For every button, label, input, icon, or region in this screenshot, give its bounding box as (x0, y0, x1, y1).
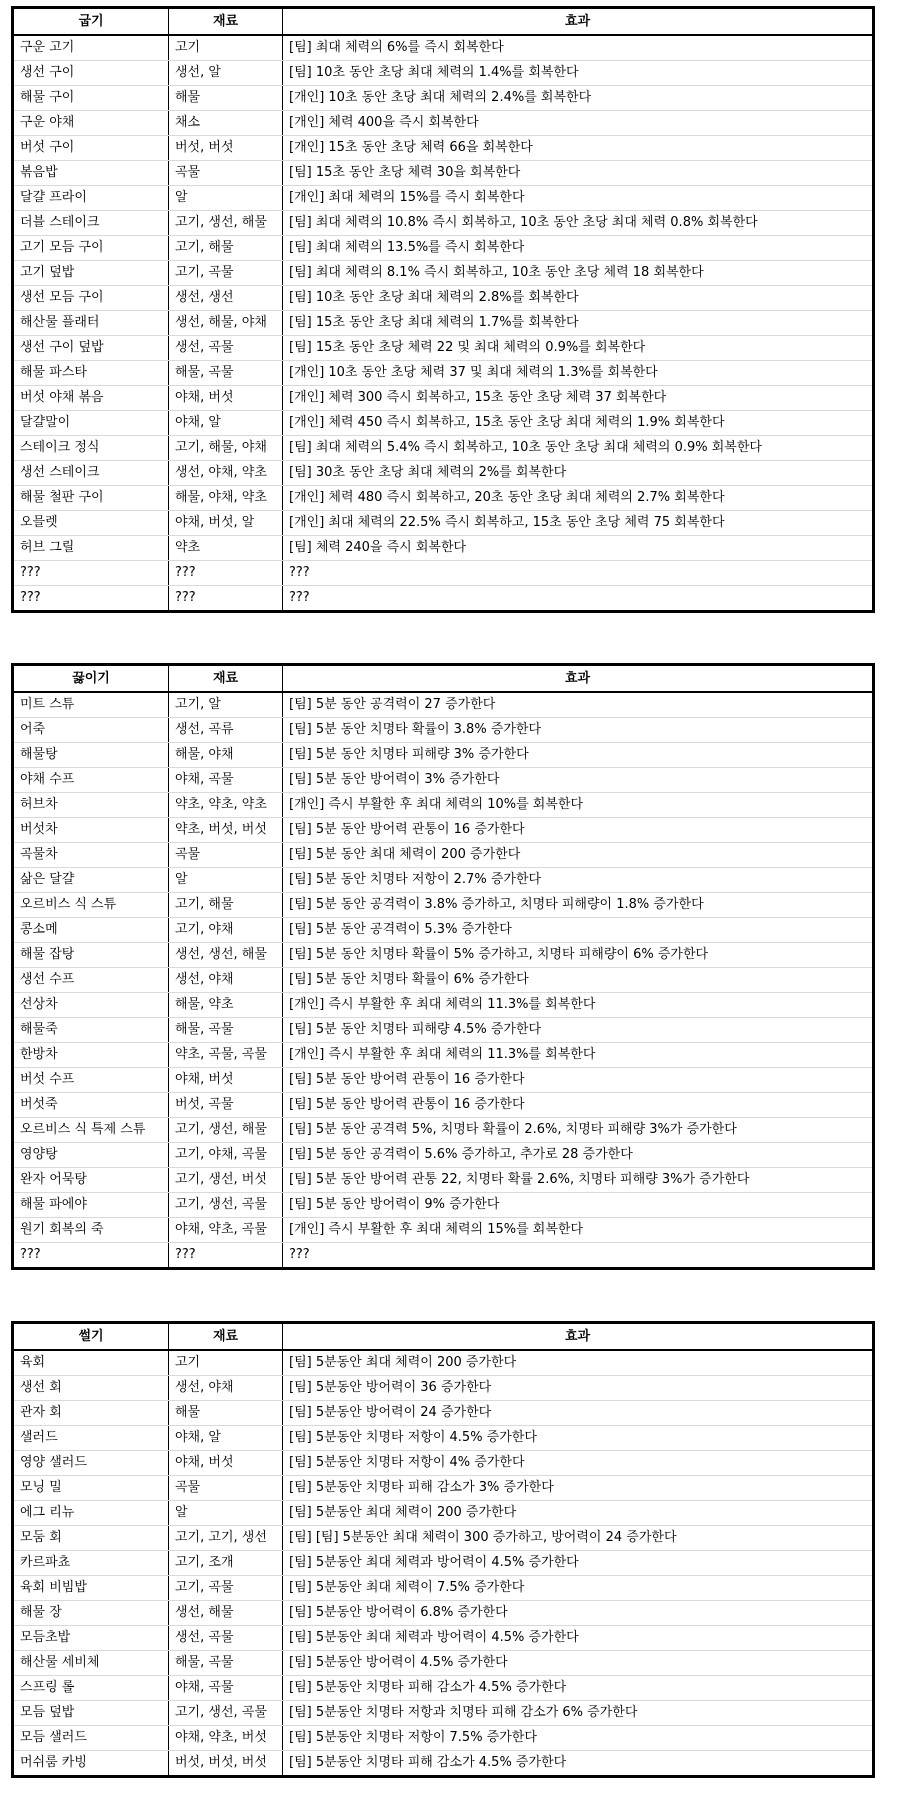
table-row (13, 1068, 874, 1093)
table-row (13, 436, 874, 461)
ingredients-cell: 생선, 야채 (169, 1376, 283, 1401)
dish-name-cell: 해산물 세비체 (13, 1651, 169, 1676)
dish-name-cell: ??? (13, 586, 169, 612)
effect-cell: [팀] 5분동안 최대 체력과 방어력이 4.5% 증가한다 (283, 1551, 874, 1576)
ingredients-cell: 고기, 곡물 (169, 261, 283, 286)
table-row (13, 1751, 874, 1777)
column-header-ingredients: 재료 (169, 1323, 283, 1351)
table-row (13, 411, 874, 436)
table-row (13, 843, 874, 868)
ingredients-cell: 고기 (169, 35, 283, 61)
dish-name-cell: 생선 회 (13, 1376, 169, 1401)
effect-cell: [팀] 최대 체력의 10.8% 즉시 회복하고, 10초 동안 초당 최대 체력 0.8% 회복한다 (283, 211, 874, 236)
table-row (13, 561, 874, 586)
effect-cell: [팀] 5분동안 치명타 피해 감소가 4.5% 증가한다 (283, 1751, 874, 1777)
dish-name-cell: 생선 모듬 구이 (13, 286, 169, 311)
ingredients-cell: 곡물 (169, 161, 283, 186)
table-row (13, 261, 874, 286)
table-row (13, 1451, 874, 1476)
effect-cell: [팀] 5분 동안 공격력이 5.3% 증가한다 (283, 918, 874, 943)
table-row (13, 461, 874, 486)
ingredients-cell: 고기, 생선, 곡물 (169, 1193, 283, 1218)
dish-name-cell: 해산물 플래터 (13, 311, 169, 336)
ingredients-cell: 해물, 야채, 약초 (169, 486, 283, 511)
ingredients-cell: 고기, 해물 (169, 893, 283, 918)
ingredients-cell: 약초, 곡물, 곡물 (169, 1043, 283, 1068)
effect-cell: [팀] 5분 동안 방어력 관통이 16 증가한다 (283, 1068, 874, 1093)
effect-cell: [팀] 5분동안 최대 체력과 방어력이 4.5% 증가한다 (283, 1626, 874, 1651)
table-row (13, 918, 874, 943)
table-row (13, 868, 874, 893)
dish-name-cell: 생선 수프 (13, 968, 169, 993)
effect-cell: [팀] 30초 동안 초당 최대 체력의 2%를 회복한다 (283, 461, 874, 486)
ingredients-cell: 생선, 알 (169, 61, 283, 86)
dish-name-cell: 구운 고기 (13, 35, 169, 61)
ingredients-cell: ??? (169, 586, 283, 612)
dish-name-cell: 볶음밥 (13, 161, 169, 186)
effect-cell: [개인] 10초 동안 초당 최대 체력의 2.4%를 회복한다 (283, 86, 874, 111)
table-row (13, 586, 874, 612)
dish-name-cell: 해물 구이 (13, 86, 169, 111)
ingredients-cell: 생선, 곡물 (169, 1626, 283, 1651)
effect-cell: [팀] 5분 동안 치명타 피해량 4.5% 증가한다 (283, 1018, 874, 1043)
effect-cell: [팀] 15초 동안 초당 최대 체력의 1.7%를 회복한다 (283, 311, 874, 336)
effect-cell: [개인] 최대 체력의 22.5% 즉시 회복하고, 15초 동안 초당 체력 75 회복한다 (283, 511, 874, 536)
table-row (13, 536, 874, 561)
ingredients-cell: 약초, 버섯, 버섯 (169, 818, 283, 843)
dish-name-cell: 어죽 (13, 718, 169, 743)
effect-cell: [개인] 최대 체력의 15%를 즉시 회복한다 (283, 186, 874, 211)
grilling-table (11, 6, 875, 613)
ingredients-cell: 해물, 곡물 (169, 361, 283, 386)
table-row (13, 793, 874, 818)
table-row (13, 1118, 874, 1143)
table-row (13, 1218, 874, 1243)
dish-name-cell: 더블 스테이크 (13, 211, 169, 236)
ingredients-cell: 야채, 약초, 버섯 (169, 1726, 283, 1751)
ingredients-cell: 알 (169, 1501, 283, 1526)
ingredients-cell: 버섯, 버섯 (169, 136, 283, 161)
effect-cell: [팀] 5분동안 방어력이 6.8% 증가한다 (283, 1601, 874, 1626)
dish-name-cell: 콩소메 (13, 918, 169, 943)
ingredients-cell: 버섯, 곡물 (169, 1093, 283, 1118)
effect-cell: [팀] 10초 동안 초당 최대 체력의 1.4%를 회복한다 (283, 61, 874, 86)
ingredients-cell: 생선, 해물 (169, 1601, 283, 1626)
ingredients-cell: 곡물 (169, 843, 283, 868)
ingredients-cell: 곡물 (169, 1476, 283, 1501)
dish-name-cell: 오르비스 식 스튜 (13, 893, 169, 918)
table-row (13, 1168, 874, 1193)
ingredients-cell: 해물, 곡물 (169, 1651, 283, 1676)
effect-cell: [개인] 체력 480 즉시 회복하고, 20초 동안 초당 최대 체력의 2.7% 회복한다 (283, 486, 874, 511)
effect-cell: [개인] 15초 동안 초당 체력 66을 회복한다 (283, 136, 874, 161)
effect-cell: [팀] 5분 동안 방어력 관통 22, 치명타 확률 2.6%, 치명타 피해량 3%가 증가한다 (283, 1168, 874, 1193)
table-row (13, 311, 874, 336)
ingredients-cell: 약초 (169, 536, 283, 561)
table-header-row (13, 665, 874, 693)
table-row (13, 1701, 874, 1726)
dish-name-cell: 버섯 야채 볶음 (13, 386, 169, 411)
effect-cell: [팀] 5분동안 방어력이 24 증가한다 (283, 1401, 874, 1426)
effect-cell: [팀] 5분 동안 공격력이 27 증가한다 (283, 692, 874, 718)
table-row (13, 211, 874, 236)
slicing-table (11, 1321, 875, 1778)
effect-cell: ??? (283, 1243, 874, 1269)
ingredients-cell: 생선, 생선 (169, 286, 283, 311)
ingredients-cell: ??? (169, 561, 283, 586)
effect-cell: [팀] 5분 동안 공격력이 5.6% 증가하고, 추가로 28 증가한다 (283, 1143, 874, 1168)
dish-name-cell: 해물 철판 구이 (13, 486, 169, 511)
dish-name-cell: 버섯차 (13, 818, 169, 843)
table-row (13, 743, 874, 768)
ingredients-cell: 고기, 알 (169, 692, 283, 718)
dish-name-cell: 한방차 (13, 1043, 169, 1068)
ingredients-cell: 야채, 곡물 (169, 768, 283, 793)
dish-name-cell: 영양탕 (13, 1143, 169, 1168)
effect-cell: [팀] 10초 동안 초당 최대 체력의 2.8%를 회복한다 (283, 286, 874, 311)
table-row (13, 718, 874, 743)
table-row (13, 35, 874, 61)
ingredients-cell: 고기, 생선, 버섯 (169, 1168, 283, 1193)
column-header-ingredients: 재료 (169, 665, 283, 693)
effect-cell: [팀] 5분동안 치명타 피해 감소가 3% 증가한다 (283, 1476, 874, 1501)
table-row (13, 361, 874, 386)
effect-cell: [팀] 5분동안 최대 체력이 7.5% 증가한다 (283, 1576, 874, 1601)
column-header-dish: 끓이기 (13, 665, 169, 693)
table-row (13, 1426, 874, 1451)
dish-name-cell: 해물 파에야 (13, 1193, 169, 1218)
effect-cell: [팀] 5분동안 치명타 저항이 4.5% 증가한다 (283, 1426, 874, 1451)
effect-cell: [개인] 즉시 부활한 후 최대 체력의 11.3%를 회복한다 (283, 993, 874, 1018)
table-row (13, 486, 874, 511)
dish-name-cell: ??? (13, 1243, 169, 1269)
ingredients-cell: 채소 (169, 111, 283, 136)
dish-name-cell: 허브차 (13, 793, 169, 818)
effect-cell: ??? (283, 586, 874, 612)
dish-name-cell: 고기 덮밥 (13, 261, 169, 286)
effect-cell: [팀] [팀] 5분동안 최대 체력이 300 증가하고, 방어력이 24 증가한다 (283, 1526, 874, 1551)
dish-name-cell: 원기 회복의 죽 (13, 1218, 169, 1243)
ingredients-cell: 야채, 버섯 (169, 386, 283, 411)
table-row (13, 993, 874, 1018)
column-header-dish: 썰기 (13, 1323, 169, 1351)
effect-cell: [팀] 5분 동안 치명타 확률이 6% 증가한다 (283, 968, 874, 993)
ingredients-cell: 해물 (169, 86, 283, 111)
dish-name-cell: 스프링 롤 (13, 1676, 169, 1701)
effect-cell: [팀] 최대 체력의 13.5%를 즉시 회복한다 (283, 236, 874, 261)
table-row (13, 336, 874, 361)
ingredients-cell: 야채, 알 (169, 411, 283, 436)
effect-cell: [팀] 5분 동안 치명타 피해량 3% 증가한다 (283, 743, 874, 768)
ingredients-cell: 해물, 곡물 (169, 1018, 283, 1043)
dish-name-cell: 영양 샐러드 (13, 1451, 169, 1476)
dish-name-cell: 에그 리뉴 (13, 1501, 169, 1526)
ingredients-cell: 생선, 곡물 (169, 336, 283, 361)
dish-name-cell: 해물죽 (13, 1018, 169, 1043)
ingredients-cell: 생선, 해물, 야채 (169, 311, 283, 336)
dish-name-cell: 생선 스테이크 (13, 461, 169, 486)
dish-name-cell: 모듬 샐러드 (13, 1726, 169, 1751)
table-row (13, 1651, 874, 1676)
ingredients-cell: 고기, 생선, 곡물 (169, 1701, 283, 1726)
table-row (13, 386, 874, 411)
effect-cell: [팀] 5분 동안 치명타 저항이 2.7% 증가한다 (283, 868, 874, 893)
effect-cell: [개인] 10초 동안 초당 체력 37 및 최대 체력의 1.3%를 회복한다 (283, 361, 874, 386)
dish-name-cell: 삶은 달걀 (13, 868, 169, 893)
effect-cell: [팀] 5분 동안 공격력 5%, 치명타 확률이 2.6%, 치명타 피해량 3%가 증가한다 (283, 1118, 874, 1143)
dish-name-cell: 버섯 구이 (13, 136, 169, 161)
effect-cell: [팀] 체력 240을 즉시 회복한다 (283, 536, 874, 561)
dish-name-cell: 곡물차 (13, 843, 169, 868)
effect-cell: [개인] 즉시 부활한 후 최대 체력의 10%를 회복한다 (283, 793, 874, 818)
dish-name-cell: 해물 잡탕 (13, 943, 169, 968)
effect-cell: [팀] 최대 체력의 5.4% 즉시 회복하고, 10초 동안 초당 최대 체력의 0.9% 회복한다 (283, 436, 874, 461)
table-row (13, 186, 874, 211)
table-row (13, 692, 874, 718)
dish-name-cell: 오믈렛 (13, 511, 169, 536)
table-row (13, 968, 874, 993)
dish-name-cell: 버섯 수프 (13, 1068, 169, 1093)
ingredients-cell: 해물, 약초 (169, 993, 283, 1018)
ingredients-cell: ??? (169, 1243, 283, 1269)
table-row (13, 136, 874, 161)
table-row (13, 1350, 874, 1376)
ingredients-cell: 야채, 약초, 곡물 (169, 1218, 283, 1243)
effect-cell: [팀] 5분동안 치명타 저항이 4% 증가한다 (283, 1451, 874, 1476)
table-row (13, 1401, 874, 1426)
dish-name-cell: 생선 구이 덮밥 (13, 336, 169, 361)
ingredients-cell: 생선, 곡류 (169, 718, 283, 743)
ingredients-cell: 고기, 곡물 (169, 1576, 283, 1601)
dish-name-cell: 카르파쵸 (13, 1551, 169, 1576)
dish-name-cell: ??? (13, 561, 169, 586)
table-row (13, 1626, 874, 1651)
table-row (13, 111, 874, 136)
dish-name-cell: 머쉬룸 카빙 (13, 1751, 169, 1777)
effect-cell: [팀] 5분동안 최대 체력이 200 증가한다 (283, 1501, 874, 1526)
table-row (13, 1376, 874, 1401)
effect-cell: [개인] 체력 400을 즉시 회복한다 (283, 111, 874, 136)
table-header-row (13, 8, 874, 36)
ingredients-cell: 야채, 곡물 (169, 1676, 283, 1701)
ingredients-cell: 고기, 야채, 곡물 (169, 1143, 283, 1168)
ingredients-cell: 버섯, 버섯, 버섯 (169, 1751, 283, 1777)
table-row (13, 1676, 874, 1701)
ingredients-cell: 고기, 해물 (169, 236, 283, 261)
table-row (13, 1551, 874, 1576)
table-row (13, 943, 874, 968)
ingredients-cell: 야채, 버섯, 알 (169, 511, 283, 536)
effect-cell: [팀] 최대 체력의 8.1% 즉시 회복하고, 10초 동안 초당 체력 18 회복한다 (283, 261, 874, 286)
dish-name-cell: 스테이크 정식 (13, 436, 169, 461)
table-row (13, 1243, 874, 1269)
dish-name-cell: 달걀말이 (13, 411, 169, 436)
effect-cell: [팀] 5분 동안 방어력 관통이 16 증가한다 (283, 818, 874, 843)
table-row (13, 1501, 874, 1526)
ingredients-cell: 고기 (169, 1350, 283, 1376)
effect-cell: [팀] 5분동안 치명타 저항과 치명타 피해 감소가 6% 증가한다 (283, 1701, 874, 1726)
dish-name-cell: 버섯죽 (13, 1093, 169, 1118)
effect-cell: [팀] 5분동안 방어력이 36 증가한다 (283, 1376, 874, 1401)
column-header-effect: 효과 (283, 8, 874, 36)
effect-cell: [팀] 5분 동안 공격력이 3.8% 증가하고, 치명타 피해량이 1.8% 증가한다 (283, 893, 874, 918)
effect-cell: [개인] 즉시 부활한 후 최대 체력의 15%를 회복한다 (283, 1218, 874, 1243)
ingredients-cell: 고기, 야채 (169, 918, 283, 943)
table-row (13, 1018, 874, 1043)
ingredients-cell: 생선, 야채 (169, 968, 283, 993)
ingredients-cell: 알 (169, 186, 283, 211)
column-header-ingredients: 재료 (169, 8, 283, 36)
effect-cell: [팀] 5분 동안 치명타 확률이 3.8% 증가한다 (283, 718, 874, 743)
dish-name-cell: 육회 (13, 1350, 169, 1376)
effect-cell: [개인] 체력 300 즉시 회복하고, 15초 동안 초당 체력 37 회복한다 (283, 386, 874, 411)
column-header-effect: 효과 (283, 665, 874, 693)
dish-name-cell: 관자 회 (13, 1401, 169, 1426)
dish-name-cell: 완자 어묵탕 (13, 1168, 169, 1193)
effect-cell: ??? (283, 561, 874, 586)
dish-name-cell: 해물 장 (13, 1601, 169, 1626)
table-row (13, 1143, 874, 1168)
effect-cell: [개인] 즉시 부활한 후 최대 체력의 11.3%를 회복한다 (283, 1043, 874, 1068)
table-row (13, 768, 874, 793)
table-row (13, 818, 874, 843)
dish-name-cell: 고기 모듬 구이 (13, 236, 169, 261)
dish-name-cell: 모닝 밀 (13, 1476, 169, 1501)
effect-cell: [팀] 15초 동안 초당 체력 22 및 최대 체력의 0.9%를 회복한다 (283, 336, 874, 361)
table-row (13, 1526, 874, 1551)
effect-cell: [팀] 5분동안 최대 체력이 200 증가한다 (283, 1350, 874, 1376)
dish-name-cell: 모둠 회 (13, 1526, 169, 1551)
dish-name-cell: 야채 수프 (13, 768, 169, 793)
column-header-dish: 굽기 (13, 8, 169, 36)
table-row (13, 511, 874, 536)
table-row (13, 1193, 874, 1218)
effect-cell: [팀] 5분 동안 최대 체력이 200 증가한다 (283, 843, 874, 868)
ingredients-cell: 야채, 버섯 (169, 1451, 283, 1476)
ingredients-cell: 해물, 야채 (169, 743, 283, 768)
table-row (13, 86, 874, 111)
ingredients-cell: 야채, 버섯 (169, 1068, 283, 1093)
table-row (13, 1043, 874, 1068)
table-row (13, 61, 874, 86)
ingredients-cell: 고기, 생선, 해물 (169, 211, 283, 236)
table-header-row (13, 1323, 874, 1351)
boiling-table (11, 663, 875, 1270)
table-row (13, 1093, 874, 1118)
dish-name-cell: 구운 야채 (13, 111, 169, 136)
ingredients-cell: 생선, 야채, 약초 (169, 461, 283, 486)
ingredients-cell: 고기, 해물, 야채 (169, 436, 283, 461)
dish-name-cell: 허브 그릴 (13, 536, 169, 561)
dish-name-cell: 오르비스 식 특제 스튜 (13, 1118, 169, 1143)
ingredients-cell: 해물 (169, 1401, 283, 1426)
effect-cell: [팀] 5분동안 치명타 피해 감소가 4.5% 증가한다 (283, 1676, 874, 1701)
table-row (13, 1576, 874, 1601)
dish-name-cell: 해물탕 (13, 743, 169, 768)
table-row (13, 236, 874, 261)
effect-cell: [팀] 5분 동안 방어력이 3% 증가한다 (283, 768, 874, 793)
table-row (13, 893, 874, 918)
dish-name-cell: 모듬 덮밥 (13, 1701, 169, 1726)
dish-name-cell: 모듬초밥 (13, 1626, 169, 1651)
table-row (13, 161, 874, 186)
column-header-effect: 효과 (283, 1323, 874, 1351)
effect-cell: [팀] 최대 체력의 6%를 즉시 회복한다 (283, 35, 874, 61)
table-row (13, 1601, 874, 1626)
ingredients-cell: 고기, 고기, 생선 (169, 1526, 283, 1551)
table-row (13, 1726, 874, 1751)
dish-name-cell: 선상차 (13, 993, 169, 1018)
table-row (13, 286, 874, 311)
table-row (13, 1476, 874, 1501)
dish-name-cell: 육회 비빔밥 (13, 1576, 169, 1601)
dish-name-cell: 생선 구이 (13, 61, 169, 86)
dish-name-cell: 해물 파스타 (13, 361, 169, 386)
effect-cell: [팀] 5분동안 치명타 저항이 7.5% 증가한다 (283, 1726, 874, 1751)
effect-cell: [팀] 5분동안 방어력이 4.5% 증가한다 (283, 1651, 874, 1676)
effect-cell: [개인] 체력 450 즉시 회복하고, 15초 동안 초당 최대 체력의 1.9% 회복한다 (283, 411, 874, 436)
ingredients-cell: 야채, 알 (169, 1426, 283, 1451)
effect-cell: [팀] 5분 동안 방어력 관통이 16 증가한다 (283, 1093, 874, 1118)
ingredients-cell: 고기, 조개 (169, 1551, 283, 1576)
effect-cell: [팀] 15초 동안 초당 체력 30을 회복한다 (283, 161, 874, 186)
ingredients-cell: 고기, 생선, 해물 (169, 1118, 283, 1143)
ingredients-cell: 알 (169, 868, 283, 893)
effect-cell: [팀] 5분 동안 치명타 확률이 5% 증가하고, 치명타 피해량이 6% 증가한다 (283, 943, 874, 968)
effect-cell: [팀] 5분 동안 방어력이 9% 증가한다 (283, 1193, 874, 1218)
dish-name-cell: 달걀 프라이 (13, 186, 169, 211)
ingredients-cell: 약초, 약초, 약초 (169, 793, 283, 818)
dish-name-cell: 샐러드 (13, 1426, 169, 1451)
dish-name-cell: 미트 스튜 (13, 692, 169, 718)
ingredients-cell: 생선, 생선, 해물 (169, 943, 283, 968)
